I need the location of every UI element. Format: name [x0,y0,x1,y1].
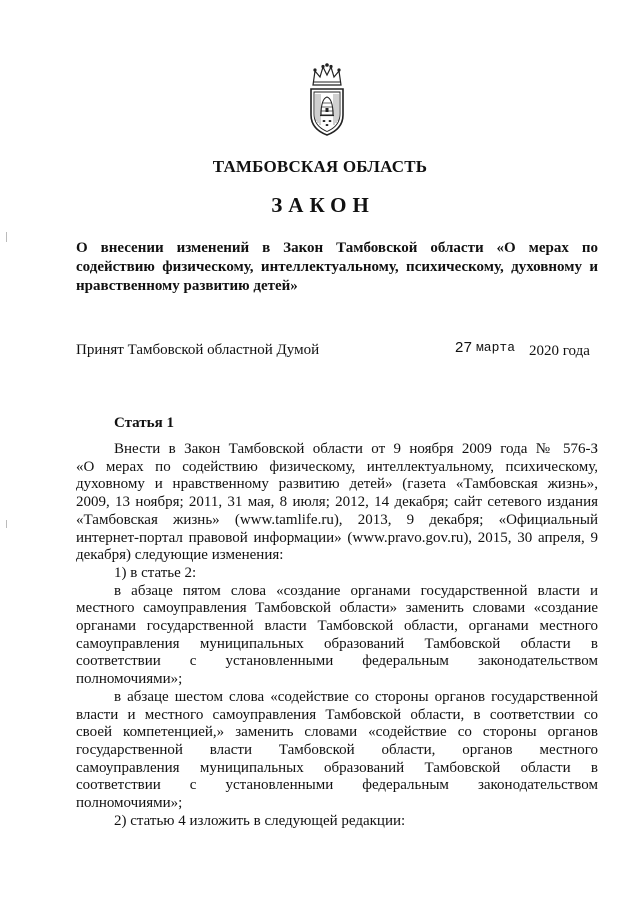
body-line: «О мерах по содействию физическому, интеллектуальному, психическому, [76,458,598,475]
body-line: «Тамбовская жизнь» (www.tamlife.ru), 2013, 9 декабря; «Официальный [76,511,598,528]
scan-margin-mark [6,520,7,528]
law-title-line: нравственному развитию детей» [76,278,298,294]
body-line: своей компетенцией,» заменить словами «содействие со стороны органов [76,724,598,741]
body-line: государственной власти Тамбовской области, органов местного [76,741,598,758]
body-line: власти и местного самоуправления Тамбовской области, в соответствии со [76,706,598,723]
body-line: 1) в статье 2: [114,564,197,581]
body-line: 2) статью 4 изложить в следующей редакции: [114,812,406,829]
body-line: 2009, 13 ноября; 2011, 31 мая, 8 июля; 2012, 14 декабря; сайт сетевого издания [76,494,598,511]
body-line: декабря) следующие изменения: [76,547,284,564]
body-line: интернет-портал правовой информации» (www.pravo.gov.ru), 2015, 30 апреля, 9 [76,529,598,546]
region-heading: ТАМБОВСКАЯ ОБЛАСТЬ [212,157,428,176]
law-title [76,239,598,296]
body-line: полномочиями»; [76,671,183,688]
scan-margin-mark [6,232,7,242]
article-heading: Статья 1 [114,415,174,431]
adoption-month: марта [476,340,516,355]
body-line: самоуправления муниципальных образований Тамбовской области в [76,635,598,652]
document-type-heading: ЗАКОН [271,193,375,217]
body-line: самоуправления муниципальных образований Тамбовской области в [76,759,598,776]
body-line: соответствии с установленными федеральным законодательством [76,653,598,670]
law-title-line: содействию физическому, интеллектуальному, психическому, духовному и [76,259,598,275]
article-body [76,441,598,830]
body-line: соответствии с установленными федеральным законодательством [76,777,598,794]
body-line: в абзаце шестом слова «содействие со стороны органов государственной [114,688,598,705]
body-line: полномочиями»; [76,795,183,812]
body-line: органами государственной власти Тамбовской области, органами местного [76,618,598,635]
body-line: в абзаце пятом слова «создание органами государственной власти и [114,582,598,599]
adoption-day: 27 [455,339,473,356]
law-title-line: О внесении изменений в Закон Тамбовской области «О мерах по [76,240,598,256]
body-line: Внести в Закон Тамбовской области от 9 ноября 2009 года № 576-З [114,441,598,457]
adoption-statement: Принят Тамбовской областной Думой [76,342,320,358]
body-line: местного самоуправления Тамбовской области» заменить словами «создание [76,600,598,617]
coat-of-arms-icon [305,63,349,137]
body-line: духовному и нравственному развитию детей» (газета «Тамбовская жизнь», [76,476,598,493]
adoption-year: 2020 года [529,343,590,359]
